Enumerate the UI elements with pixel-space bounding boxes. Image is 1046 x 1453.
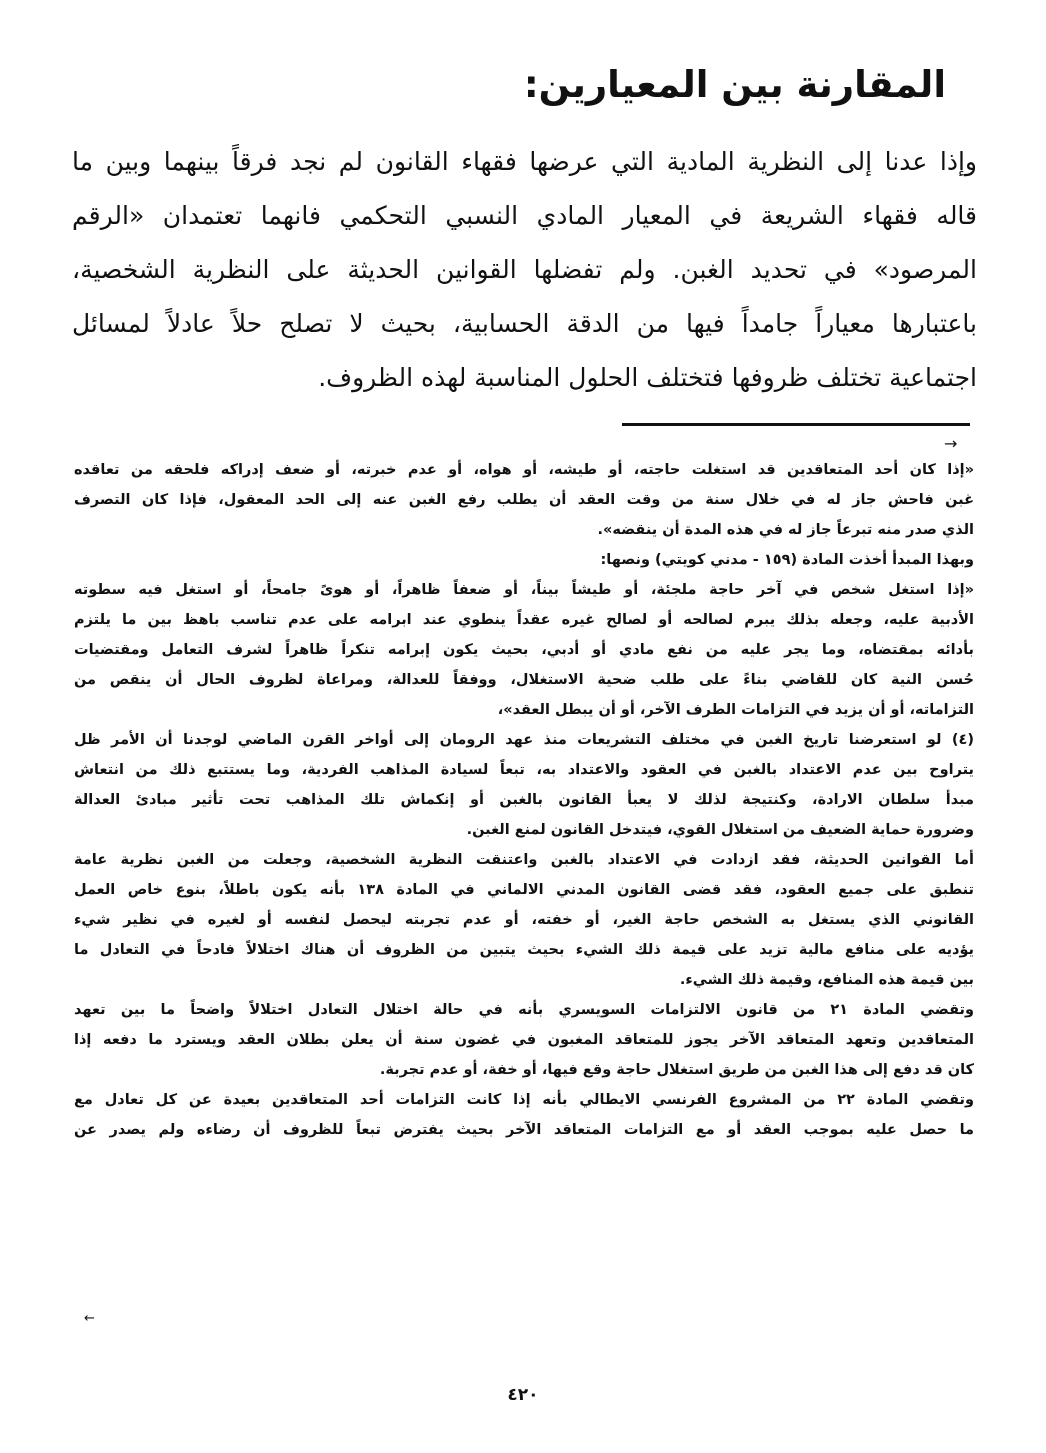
footnote-line: الأدبية عليه، وجعله بذلك يبرم لصالحه أو لصالح غيره عقداً ينطوي عند ابرامه على عدم تناسب باهظ بين ما يلتزم (74, 612, 974, 628)
footnote-line: القانوني الذي يستغل به الشخص حاجة الغير، أو خفته، أو عدم تجربته ليحصل لنفسه أو لغيره في نظير شيء (74, 912, 974, 928)
main-paragraph (72, 135, 977, 405)
paragraph-line: قاله فقهاء الشريعة في المعيار المادي النسبي التحكمي فانهما تعتمدان «الرقم (72, 201, 977, 230)
footnote-line: حُسن النية كان للقاضي بناءً على طلب ضحية الاستغلال، ووفقاً للعدالة، ومراعاة لظروف الحال أن ينقص من (74, 672, 974, 688)
page-number: ٤٢٠ (507, 1385, 539, 1405)
footnote-line: «إذا كان أحد المتعاقدين قد استغلت حاجته، أو طيشه، أو هواه، أو عدم خبرته، أو ضعف إدراكه فلحقه من تعاقده (74, 462, 974, 478)
footnote-line: كان قد دفع إلى هذا الغبن من طريق استغلال حاجة وقع فيها، أو خفة، أو عدم تجربة. (379, 1062, 974, 1078)
footnote-line: المتعاقدين وتعهد المتعاقد الآخر يجوز للمتعاقد المغبون في غضون سنة أن يعلن بطلان العقد ويسترد ما دفعه إذا (74, 1032, 974, 1048)
footnote-line: الذي صدر منه تبرعاً جاز له في هذه المدة أن ينقضه». (597, 522, 974, 538)
footnote-line: بين قيمة هذه المنافع، وقيمة ذلك الشيء. (679, 972, 974, 988)
footnote-line: ما حصل عليه بموجب العقد أو مع التزامات المتعاقد الآخر بحيث يفترض تبعاً للظروف أن رضاءه ولم يصدر عن (74, 1122, 974, 1138)
footnote-4-line: (٤) لو استعرضنا تاريخ الغبن في مختلف التشريعات منذ عهد الرومان إلى أواخر القرن الماضي لوجدنا أن الأمر ظل (74, 732, 974, 748)
footnote-line: مبدأ سلطان الارادة، وكنتيجة لذلك لا يعبأ القانون بالغبن أو إنكماش تلك المذاهب تحت تأثير مبادئ العدالة (74, 792, 974, 808)
footnote-line: التزاماته، أو أن يزيد في التزامات الطرف الآخر، أو أن يبطل العقد»، (497, 702, 974, 718)
footnote-line: وتقضي المادة ٢٢ من المشروع الفرنسي الايطالي بأنه إذا كانت التزامات أحد المتعاقدين بعيدة عن كل تعادل مع (74, 1092, 974, 1108)
footnote-line: «إذا استغل شخص في آخر حاجة ملجئة، أو طيشاً بيناً، أو ضعفاً ظاهراً، أو هوىً جامحاً، أو استغل فيه سطوته (74, 582, 974, 598)
continuation-arrow-icon: → (944, 434, 958, 453)
footnote-line: تنطبق على جميع العقود، فقد قضى القانون المدني الالماني في المادة ١٣٨ بأنه يكون باطلاً، بنوع خاص العمل (74, 882, 974, 898)
footnote-separator (622, 423, 970, 426)
footnote-line: غبن فاحش جاز له في خلال سنة من وقت العقد أن يطلب رفع الغبن عنه إلى الحد المعقول، فإذا كان التصرف (74, 492, 974, 508)
footnote-line: وبهذا المبدأ أخذت المادة (١٥٩ - مدني كويتي) ونصها: (600, 552, 974, 568)
footnote-line: يتراوح بين عدم الاعتداد بالغبن في العقود والاعتداد به، تبعاً لسيادة المذاهب الفردية، وما يستتبع ذلك من انتعاش (74, 762, 974, 778)
footnote-line: بأدائه بمقتضاه، وما يجر عليه من نفع مادي أو أدبي، بحيث يكون إبرامه تنكراً ظاهراً لشرف التعامل ومقتضيات (74, 642, 974, 658)
footnote-line: وضرورة حماية الضعيف من استغلال القوي، فيتدخل القانون لمنع الغبن. (466, 822, 974, 838)
footnote-line: أما القوانين الحديثة، فقد ازدادت في الاعتداد بالغبن واعتنقت النظرية الشخصية، وجعلت من الغبن نظرية عامة (74, 852, 974, 868)
paragraph-line: وإذا عدنا إلى النظرية المادية التي عرضها فقهاء القانون لم نجد فرقاً بينهما وبين ما (72, 147, 977, 176)
footnotes (74, 455, 974, 1145)
continuation-arrow-icon: ← (84, 1311, 95, 1326)
paragraph-line: باعتبارها معياراً جامداً فيها من الدقة الحسابية، بحيث لا تصلح حلاً عادلاً لمسائل (72, 309, 977, 338)
footnote-line: وتقضي المادة ٢١ من قانون الالتزامات السويسري بأنه في حالة اختلال التعادل اختلالاً واضحاً ما بين تعهد (74, 1002, 974, 1018)
section-heading: المقارنة بين المعيارين: (523, 63, 946, 106)
footnote-line: يؤديه على منافع مالية تزيد على قيمة ذلك الشيء بحيث يتبين من الظروف أن هناك اختلالاً فادحاً في التعادل ما (74, 942, 974, 958)
paragraph-line: المرصود» في تحديد الغبن. ولم تفضلها القوانين الحديثة على النظرية الشخصية، (72, 255, 977, 284)
paragraph-line: اجتماعية تختلف ظروفها فتختلف الحلول المناسبة لهذه الظروف. (318, 363, 977, 392)
